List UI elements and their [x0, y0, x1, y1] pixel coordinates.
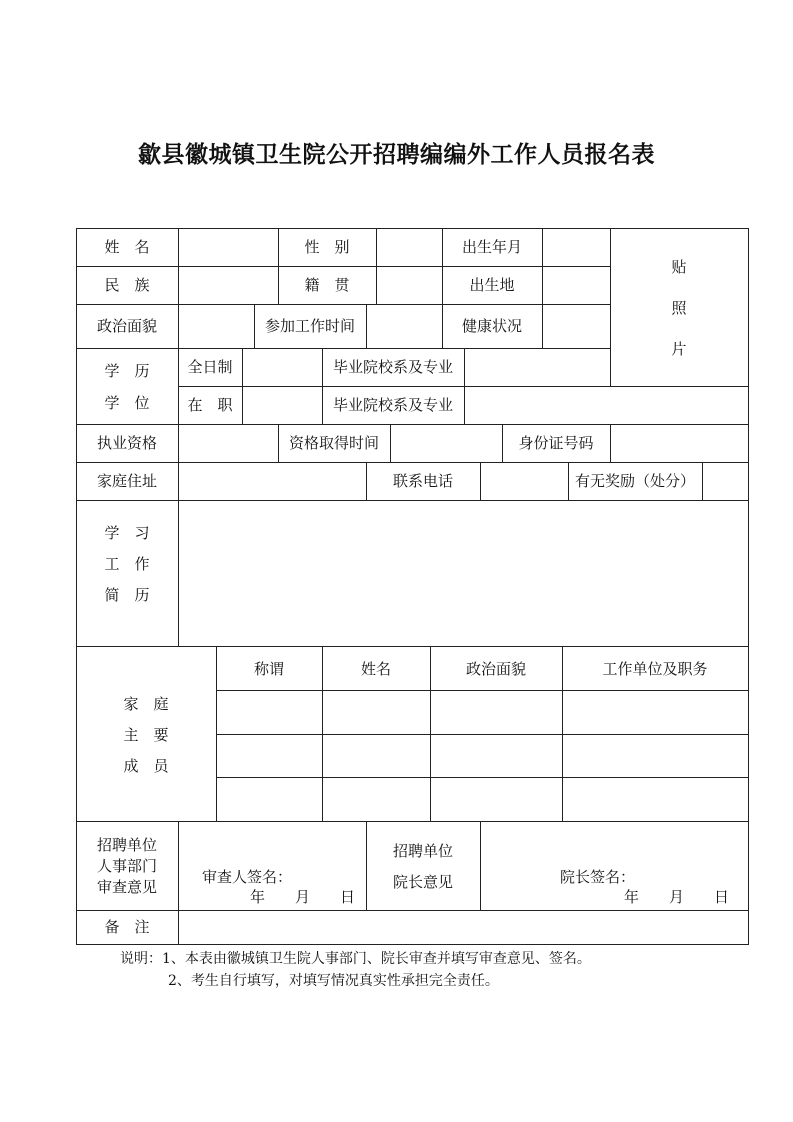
- hr-label-1: 招聘单位: [96, 836, 157, 854]
- resume-label-1: 学 习: [104, 524, 150, 542]
- reviewer-date: 年 月 日: [250, 888, 356, 906]
- hr-label-2: 人事部门: [96, 857, 157, 875]
- family-header-political: 政治面貌: [465, 660, 526, 678]
- label-name: 姓 名: [104, 238, 150, 256]
- director-signature-label: 院长签名：: [560, 868, 636, 886]
- label-school-inservice: 毕业院校系及专业: [332, 396, 453, 414]
- photo-label-2: 照: [671, 299, 687, 317]
- label-birth-date: 出生年月: [461, 238, 522, 256]
- director-date: 年 月 日: [624, 888, 730, 906]
- label-gender: 性 别: [304, 238, 350, 256]
- label-ethnicity: 民 族: [104, 276, 150, 294]
- photo-label-3: 片: [671, 340, 687, 358]
- label-inservice: 在 职: [187, 396, 233, 414]
- label-phone: 联系电话: [392, 472, 453, 490]
- label-education: 学 历: [104, 362, 150, 380]
- family-label-3: 成 员: [123, 757, 169, 775]
- label-work-start: 参加工作时间: [264, 317, 355, 335]
- label-school-fulltime: 毕业院校系及专业: [332, 358, 453, 376]
- label-degree: 学 位: [104, 394, 150, 412]
- family-header-workplace: 工作单位及职务: [602, 660, 708, 678]
- label-id-number: 身份证号码: [518, 434, 594, 452]
- label-political-status: 政治面貌: [96, 317, 157, 335]
- reviewer-signature-label: 审查人签名：: [202, 868, 293, 886]
- label-reward: 有无奖励（处分）: [574, 472, 695, 490]
- hr-label-3: 审查意见: [96, 878, 157, 896]
- photo-label-1: 贴: [671, 258, 687, 276]
- label-fulltime: 全日制: [187, 358, 233, 376]
- page-title: 歙县徽城镇卫生院公开招聘编编外工作人员报名表: [138, 141, 655, 168]
- label-remark: 备 注: [104, 918, 150, 936]
- resume-label-2: 工 作: [104, 555, 150, 573]
- family-label-2: 主 要: [123, 726, 169, 744]
- unit-label-2: 院长意见: [392, 873, 453, 891]
- label-health: 健康状况: [461, 317, 522, 335]
- resume-label-3: 简 历: [104, 586, 150, 604]
- label-birthplace: 出生地: [469, 276, 515, 294]
- family-label-1: 家 庭: [123, 695, 169, 713]
- family-header-name: 姓名: [360, 660, 391, 678]
- unit-label-1: 招聘单位: [392, 842, 453, 860]
- label-native-place: 籍 贯: [304, 276, 350, 294]
- label-qualification-time: 资格取得时间: [288, 434, 379, 452]
- label-qualification: 执业资格: [96, 434, 157, 452]
- note-line-2: 2、考生自行填写，对填写情况真实性承担完全责任。: [168, 973, 499, 989]
- family-header-relation: 称谓: [253, 660, 284, 678]
- label-address: 家庭住址: [96, 472, 157, 490]
- note-line-1: 说明：1、本表由徽城镇卫生院人事部门、院长审查并填写审查意见、签名。: [120, 951, 591, 967]
